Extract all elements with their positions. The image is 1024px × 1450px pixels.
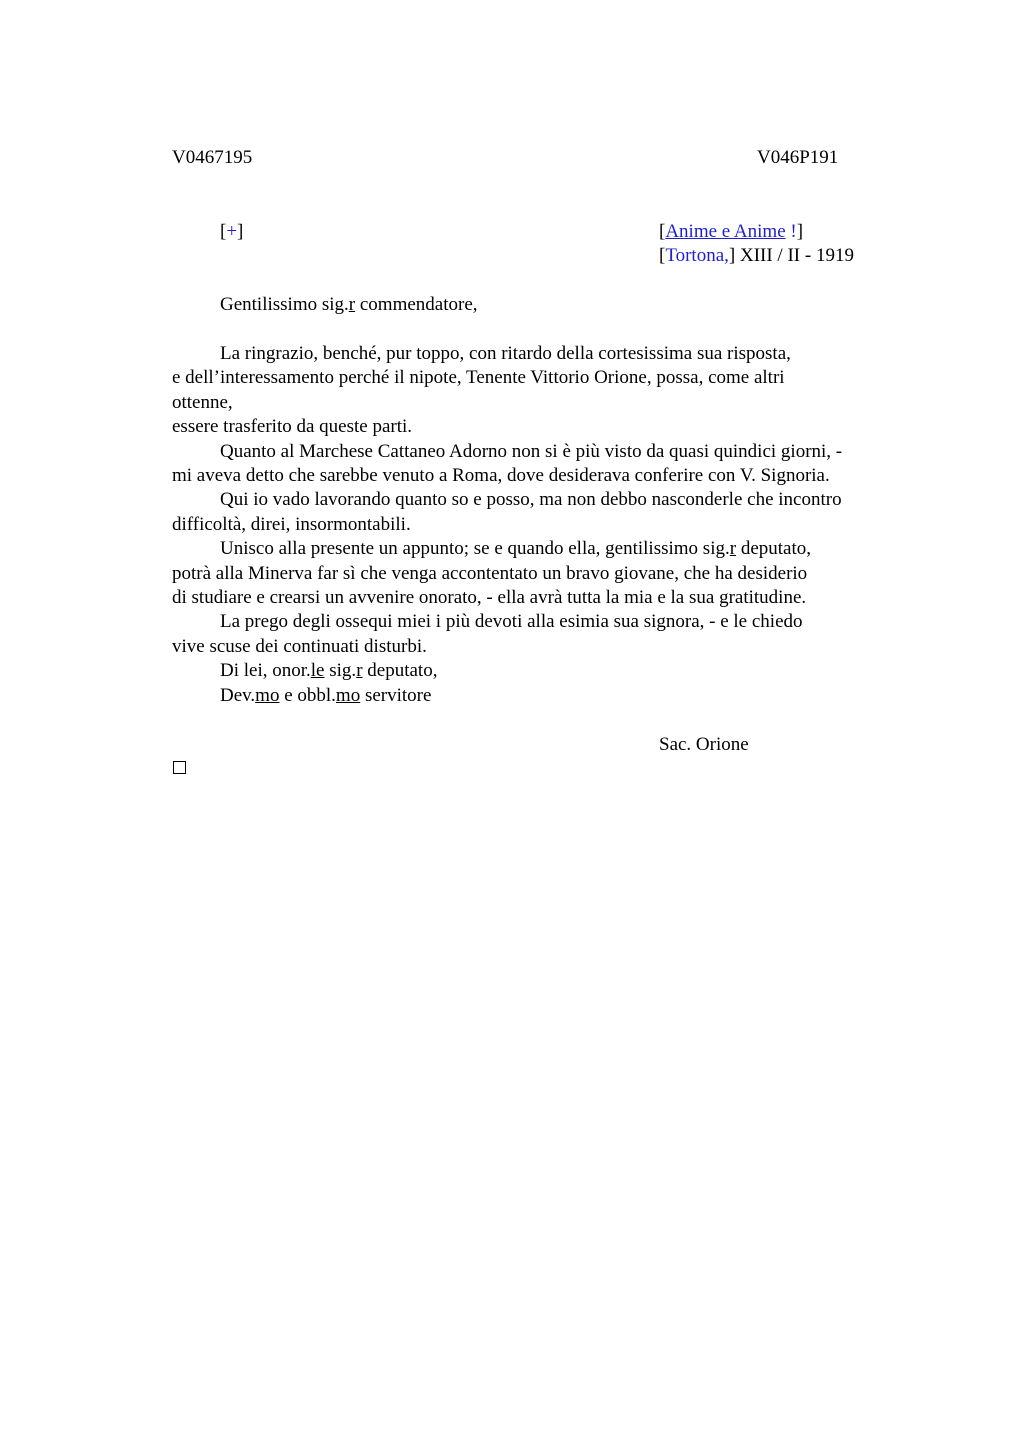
- body-line: mi aveva detto che sarebbe venuto a Roma, dove desiderava conferire con V. Signoria.: [172, 465, 830, 487]
- closing-line: Di lei, onor.le sig.r deputato,: [220, 660, 438, 682]
- title-exclamation: !: [785, 221, 797, 242]
- title-annotation: [659, 220, 803, 244]
- letter-date: XIII / II - 1919: [735, 245, 854, 266]
- bracket-open: [: [659, 245, 666, 266]
- bracket-close: ]: [728, 245, 736, 266]
- body-line: Quanto al Marchese Cattaneo Adorno non si è più visto da quasi quindici giorni, -: [220, 440, 843, 462]
- body-line: La prego degli ossequi miei i più devoti alla esimia sua signora, - e le chiedo: [220, 611, 803, 633]
- letter-body: [172, 342, 932, 708]
- body-line: ottenne,: [172, 391, 233, 413]
- plus-link[interactable]: +: [226, 221, 238, 242]
- body-line: Unisco alla presente un appunto; se e quando ella, gentilissimo sig.r deputato,: [220, 538, 811, 560]
- bracket-open: [: [659, 221, 666, 242]
- closing-line: Dev.mo e obbl.mo servitore: [220, 684, 432, 706]
- body-line: di studiare e crearsi un avvenire onorato, - ella avrà tutta la mia e la sua gratitudine.: [172, 587, 807, 609]
- body-line: Qui io vado lavorando quanto so e posso, ma non debbo nasconderle che incontro: [220, 489, 842, 511]
- document-code-right: V046P191: [757, 147, 839, 168]
- place-link[interactable]: Tortona,: [665, 245, 729, 266]
- checkbox-square-icon[interactable]: [173, 761, 186, 774]
- bracket-close: ]: [796, 221, 804, 242]
- body-line: e dell’interessamento perché il nipote, Tenente Vittorio Orione, possa, come altri: [172, 367, 785, 389]
- body-line: La ringrazio, benché, pur toppo, con ritardo della cortesissima sua risposta,: [220, 343, 791, 364]
- bracket-close: ]: [237, 221, 244, 242]
- body-line: vive scuse dei continuati disturbi.: [172, 635, 427, 657]
- body-line: potrà alla Minerva far sì che venga accontentato un bravo giovane, che ha desiderio: [172, 562, 808, 584]
- title-link[interactable]: Anime e Anime: [665, 221, 786, 242]
- salutation: Gentilissimo sig.r commendatore,: [220, 294, 478, 315]
- plus-annotation: [220, 220, 243, 244]
- place-date-line: [659, 244, 854, 268]
- signature: Sac. Orione: [659, 734, 749, 755]
- document-code-left: V0467195: [172, 147, 253, 168]
- body-line: difficoltà, direi, insormontabili.: [172, 513, 411, 535]
- bracket-open: [: [220, 221, 227, 242]
- body-line: essere trasferito da queste parti.: [172, 416, 413, 438]
